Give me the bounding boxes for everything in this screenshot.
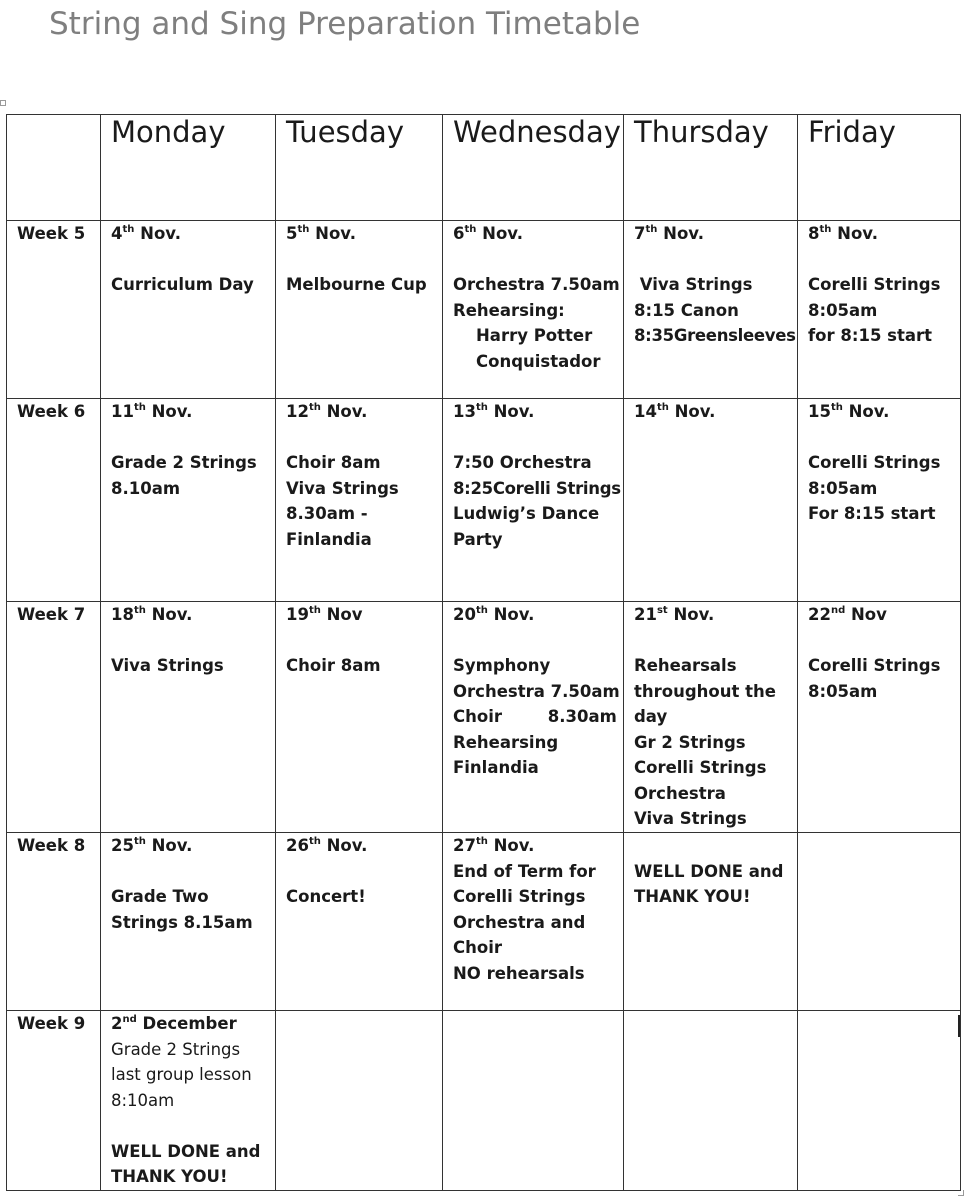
entry-line: throughout the [634, 681, 776, 701]
week-row-8 [7, 833, 961, 1011]
entry-line: WELL DONE and [634, 861, 784, 881]
date-label: 20th Nov. [453, 605, 535, 624]
day-cell [276, 833, 443, 1011]
entry-line: Gr 2 Strings [634, 732, 746, 752]
entry-line: 8:35Greensleeves [634, 326, 796, 345]
entry-line: Melbourne Cup [286, 275, 427, 294]
day-cell [276, 1011, 443, 1191]
day-header-monday: Monday [101, 115, 276, 221]
entry-line: Choir 8am [286, 656, 381, 675]
day-cell [624, 399, 798, 602]
entry-line: Finlandia [286, 529, 372, 549]
date-label: 8th Nov. [808, 224, 878, 243]
entry-line: Orchestra 7.50am [453, 275, 620, 294]
entry-line: 8:05am [808, 478, 878, 498]
entry-line: Viva Strings [634, 809, 747, 828]
week-label: Week 6 [7, 399, 101, 602]
date-label: 11th Nov. [111, 402, 193, 421]
entry-line: Choir [453, 938, 502, 957]
week-label: Week 7 [7, 602, 101, 833]
date-label: 2nd December [111, 1014, 237, 1033]
week-row-6 [7, 399, 961, 602]
day-cell [443, 602, 624, 833]
entry-line: Ludwig’s Dance [453, 504, 600, 523]
entry-line: Curriculum Day [111, 275, 254, 294]
day-header-tuesday: Tuesday [276, 115, 443, 221]
week-label: Week 5 [7, 221, 101, 399]
day-header-wednesday: Wednesday [443, 115, 624, 221]
day-cell [798, 221, 961, 399]
week-row-9 [7, 1011, 961, 1191]
entry-line: Corelli Strings [808, 275, 941, 294]
day-cell [798, 1011, 961, 1191]
entry-line: 7:50 Orchestra [453, 453, 592, 472]
day-cell [101, 399, 276, 602]
entry-line: Corelli Strings [808, 453, 941, 472]
entry-line: Harry Potter [476, 326, 593, 345]
day-header-friday: Friday [798, 115, 961, 221]
entry-line: Viva Strings [111, 656, 224, 675]
day-cell [276, 602, 443, 833]
day-cell [798, 602, 961, 833]
day-cell [443, 399, 624, 602]
week-row-7 [7, 602, 961, 833]
entry-line: THANK YOU! [111, 1167, 228, 1186]
entry-line: 8:05am [808, 300, 878, 320]
entry-line: Concert! [286, 887, 366, 906]
week-label: Week 9 [7, 1011, 101, 1191]
page-title: String and Sing Preparation Timetable [49, 6, 641, 42]
entry-line: Grade 2 Strings [111, 1039, 241, 1059]
header-row [7, 115, 961, 221]
day-cell [101, 1011, 276, 1191]
entry-line: Orchestra and [453, 912, 586, 932]
entry-line: Grade 2 Strings [111, 453, 257, 472]
entry-line: Viva Strings [286, 478, 399, 498]
day-cell [276, 399, 443, 602]
day-cell [798, 833, 961, 1011]
entry-line: Grade Two [111, 887, 209, 906]
week-row-5 [7, 221, 961, 399]
entry-line: Choir 8.30am [453, 707, 617, 726]
week-label: Week 8 [7, 833, 101, 1011]
date-label: 22nd Nov [808, 605, 887, 624]
corner-cell [7, 115, 101, 221]
day-cell [624, 602, 798, 833]
date-label: 12th Nov. [286, 402, 368, 421]
day-cell [443, 221, 624, 399]
entry-line: Rehearsing [453, 732, 559, 752]
entry-line: 8:15 Canon [634, 300, 739, 320]
day-cell [101, 602, 276, 833]
entry-line: 8:10am [111, 1090, 175, 1110]
entry-line: NO rehearsals [453, 963, 585, 983]
table-resize-handle[interactable] [958, 1190, 964, 1196]
day-cell [443, 833, 624, 1011]
date-label: 7th Nov. [634, 224, 704, 243]
date-label: 14th Nov. [634, 402, 716, 421]
day-cell [101, 221, 276, 399]
entry-line: Strings 8.15am [111, 912, 253, 932]
entry-line: Corelli Strings [634, 758, 767, 777]
entry-line: Symphony [453, 656, 551, 675]
entry-line: 8.10am [111, 478, 181, 498]
date-label: 15th Nov. [808, 402, 890, 421]
entry-line: Corelli Strings [453, 887, 586, 906]
date-label: 26th Nov. [286, 836, 368, 855]
entry-line: 8:25Corelli Strings [453, 478, 621, 498]
date-label: 6th Nov. [453, 224, 523, 243]
entry-line: day [634, 707, 668, 726]
date-label: 18th Nov. [111, 605, 193, 624]
day-cell [276, 221, 443, 399]
day-cell [624, 221, 798, 399]
entry-line: 8.30am - [286, 504, 368, 523]
date-label: 19th Nov [286, 605, 363, 624]
entry-line: Viva Strings [634, 275, 753, 294]
entry-line: Party [453, 529, 503, 549]
entry-line: End of Term for [453, 861, 596, 881]
date-label: 13th Nov. [453, 402, 535, 421]
entry-line: Orchestra [634, 783, 726, 803]
day-cell [624, 833, 798, 1011]
date-label: 27th Nov. [453, 836, 535, 855]
entry-line: WELL DONE and [111, 1141, 261, 1161]
entry-line: Rehearsing: [453, 300, 565, 320]
day-cell [443, 1011, 624, 1191]
day-cell [101, 833, 276, 1011]
text-cursor [958, 1015, 960, 1037]
timetable [6, 114, 961, 1191]
table-move-handle[interactable] [0, 100, 6, 106]
entry-line: Conquistador [476, 351, 601, 371]
entry-line: for 8:15 start [808, 326, 933, 345]
date-label: 25th Nov. [111, 836, 193, 855]
entry-line: last group lesson [111, 1065, 252, 1084]
entry-line: 8:05am [808, 681, 878, 701]
entry-line: Rehearsals [634, 656, 737, 675]
entry-line: Orchestra 7.50am [453, 681, 620, 701]
day-cell [798, 399, 961, 602]
entry-line: THANK YOU! [634, 887, 751, 906]
date-label: 4th Nov. [111, 224, 181, 243]
entry-line: For 8:15 start [808, 504, 936, 523]
date-label: 21st Nov. [634, 605, 715, 624]
day-header-thursday: Thursday [624, 115, 798, 221]
entry-line: Choir 8am [286, 453, 381, 472]
entry-line: Corelli Strings [808, 656, 941, 675]
date-label: 5th Nov. [286, 224, 356, 243]
entry-line: Finlandia [453, 758, 539, 777]
day-cell [624, 1011, 798, 1191]
